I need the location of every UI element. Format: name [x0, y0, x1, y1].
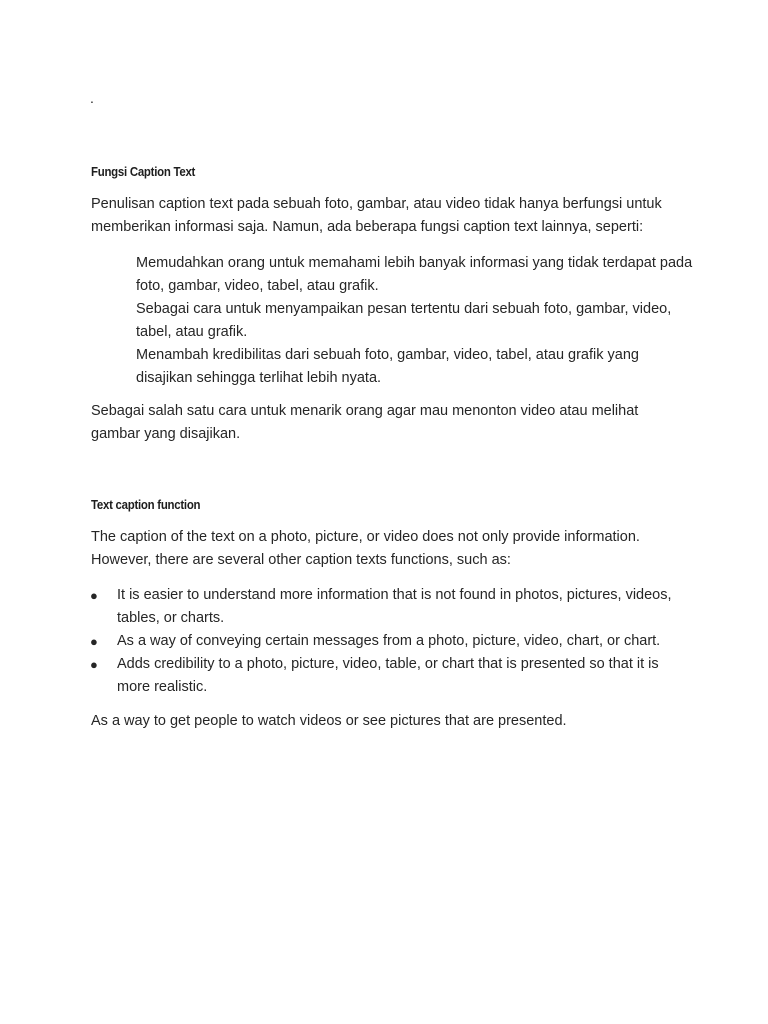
bullet-icon: ● — [90, 634, 98, 649]
list-item — [90, 653, 690, 699]
stray-mark: . — [90, 90, 94, 106]
list-item-text: Adds credibility to a photo, picture, video, table, or chart that is presented so that it is more realistic. — [117, 656, 659, 695]
list-item — [90, 584, 690, 630]
section-closing-en: As a way to get people to watch videos or see pictures that are presented. — [91, 713, 567, 729]
section-heading-id: Fungsi Caption Text — [91, 164, 196, 179]
function-list-id — [136, 252, 696, 390]
list-item: Sebagai cara untuk menyampaikan pesan tertentu dari sebuah foto, gambar, video, tabel, atau grafik. — [136, 301, 672, 340]
list-item — [90, 630, 690, 653]
list-item: Memudahkan orang untuk memahami lebih banyak informasi yang tidak terdapat pada foto, gambar, video, tabel, atau grafik. — [136, 255, 693, 294]
section-closing-id: Sebagai salah satu cara untuk menarik orang agar mau menonton video atau melihat gambar yang disajikan. — [91, 403, 639, 442]
list-item-text: As a way of conveying certain messages from a photo, picture, video, chart, or chart. — [117, 633, 661, 649]
section-heading-en: Text caption function — [91, 497, 201, 512]
section-intro-en: The caption of the text on a photo, picture, or video does not only provide information. However, there are several other caption texts functions, such as: — [91, 529, 640, 568]
list-item-text: It is easier to understand more information that is not found in photos, pictures, videos, tables, or charts. — [117, 587, 672, 626]
bullet-icon: ● — [90, 588, 98, 603]
function-list-en — [90, 584, 690, 699]
list-item: Menambah kredibilitas dari sebuah foto, gambar, video, tabel, atau grafik yang disajikan sehingga terlihat lebih nyata. — [136, 347, 639, 386]
bullet-icon: ● — [90, 657, 98, 672]
section-intro-id: Penulisan caption text pada sebuah foto, gambar, atau video tidak hanya berfungsi untuk memberikan informasi saja. Namun, ada beberapa fungsi caption text lainnya, seperti: — [91, 196, 662, 235]
